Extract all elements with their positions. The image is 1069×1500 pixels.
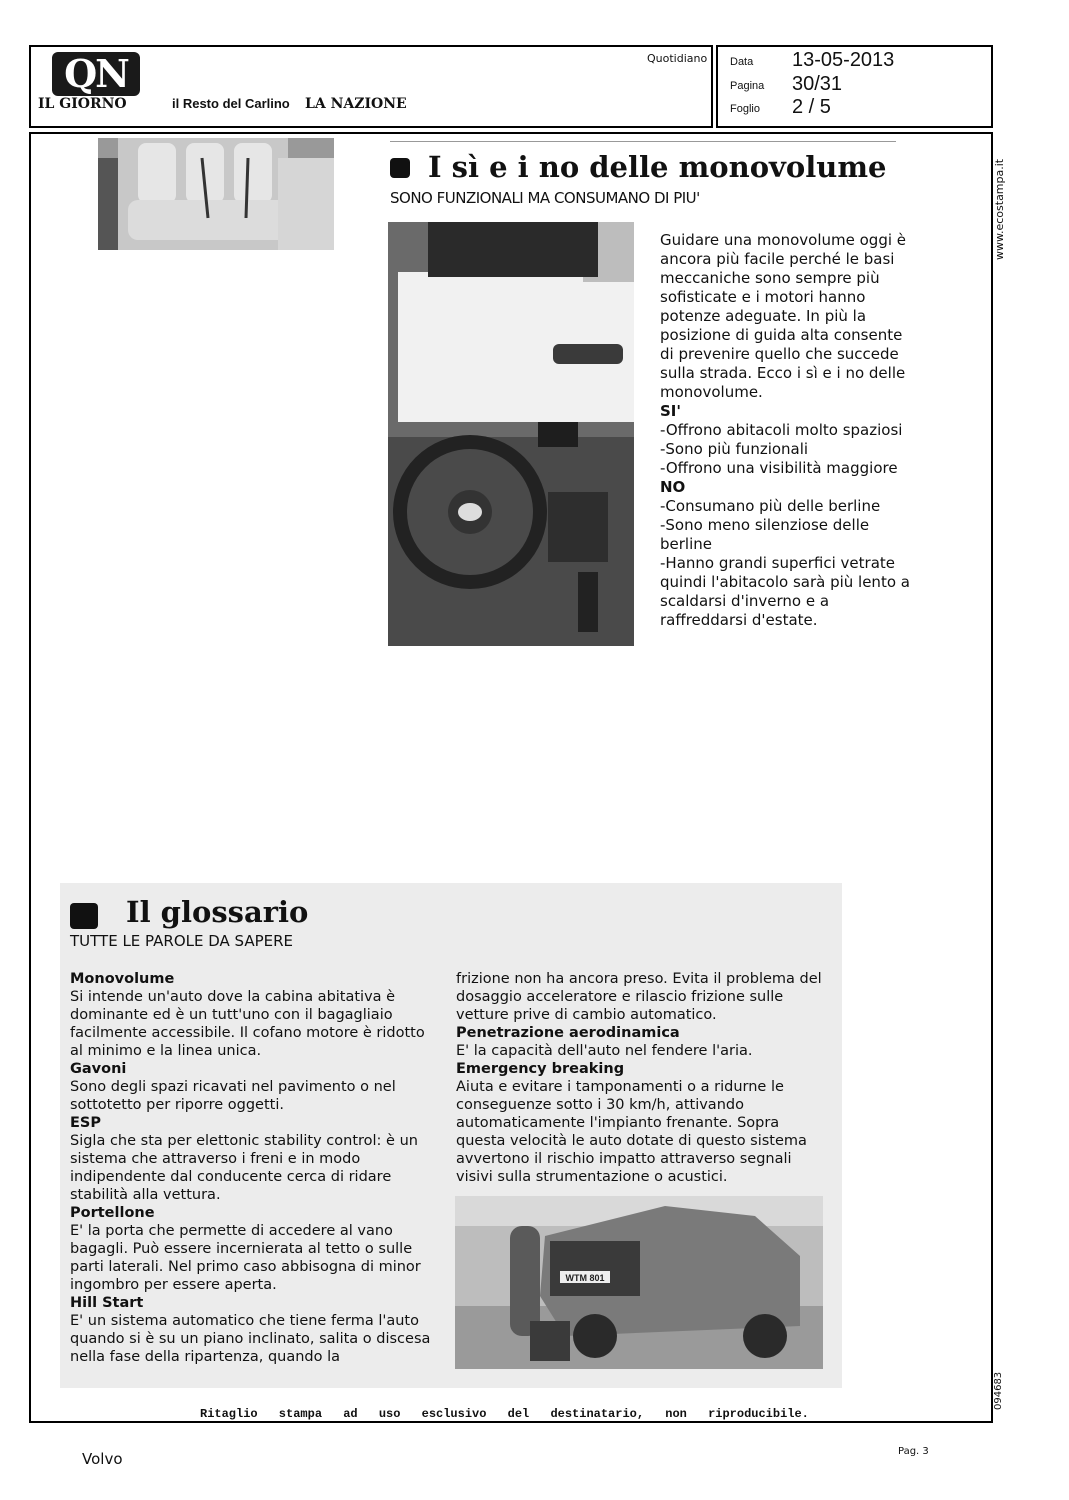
glossary-term: Penetrazione aerodinamica — [456, 1025, 680, 1041]
rear-seats-photo — [98, 138, 334, 250]
glossary-left-column — [70, 970, 440, 1366]
si-item: -Sono più funzionali — [660, 440, 809, 458]
article-title: I sì e i no delle monovolume — [428, 150, 887, 184]
si-item: -Offrono abitacoli molto spaziosi — [660, 421, 903, 439]
no-item: -Sono meno silenziose delle berline — [660, 516, 870, 553]
meta-value-pagina: 30/31 — [792, 73, 843, 95]
glossary-definition: Sigla che sta per elettonic stability control: è un sistema che attraverso i freni e in modo indipendente dal conducente cerca di ridare stabilità alla vettura. — [70, 1133, 418, 1203]
glossary-definition: E' la capacità dell'auto nel fendere l'aria. — [456, 1043, 753, 1059]
no-label: NO — [660, 478, 686, 496]
glossary-term: Hill Start — [70, 1295, 144, 1311]
meta-label-foglio: Foglio — [730, 103, 760, 115]
meta-label-data: Data — [730, 56, 754, 68]
glossary-term: Emergency breaking — [456, 1061, 625, 1077]
glossary-term: Portellone — [70, 1205, 155, 1221]
glossary-definition: E' un sistema automatico che tiene ferma l'auto quando si è su un piano inclinato, salita o discesa nella fase della ripartenza, quando la — [70, 1313, 431, 1365]
article-subtitle: SONO FUNZIONALI MA CONSUMANO DI PIU' — [390, 189, 700, 207]
client-name: Volvo — [82, 1450, 123, 1468]
qn-logo: QN — [52, 52, 140, 96]
no-item: -Consumano più delle berline — [660, 497, 881, 515]
glossary-definition: Si intende un'auto dove la cabina abitativa è dominante ed è un tutt'uno con il bagagliaio facilmente accessibile. Il cofano motore è ridotto al minimo e la linea unica. — [70, 989, 425, 1059]
reproduction-notice: Ritaglio stampa ad uso esclusivo del destinatario, non riproducibile. — [200, 1407, 809, 1421]
publication-type: Quotidiano — [647, 52, 708, 65]
no-item: -Hanno grandi superfici vetrate quindi l'abitacolo sarà più lento a scaldarsi d'inverno e a raffreddarsi d'estate. — [660, 554, 910, 629]
glossary-definition-continued: frizione non ha ancora preso. Evita il problema del dosaggio acceleratore e rilascio frizione sulle vetture prive di cambio automatico. — [456, 971, 822, 1023]
glossary-subtitle: TUTTE LE PAROLE DA SAPERE — [70, 932, 294, 950]
glossary-definition: Aiuta e evitare i tamponamenti o a ridurne le conseguenze sotto i 30 km/h, attivando automaticamente l'impianto frenante. Sopra questa velocità le auto dotate di questo sistema avvertono il rischio impatto attraverso segnali visivi sulla strumentazione o acustici. — [456, 1079, 807, 1185]
meta-value-data: 13-05-2013 — [792, 49, 895, 71]
article-top-rule — [390, 141, 896, 142]
page-number: Pag. 3 — [898, 1446, 929, 1457]
si-label: SI' — [660, 402, 681, 420]
side-code: 094683 — [993, 1371, 1004, 1410]
glossary-definition: Sono degli spazi ricavati nel pavimento o nel sottotetto per riporre oggetti. — [70, 1079, 396, 1113]
dashboard-photo — [388, 222, 634, 646]
article-intro: Guidare una monovolume oggi è ancora più facile perché le basi meccaniche sono sempre più sofisticate e i motori hanno potenze adeguate. In più la posizione di guida alta consente di prevenire quello che succede sulla strada. Ecco i sì e i no delle monovolume. — [660, 231, 907, 401]
glossary-term: Gavoni — [70, 1061, 127, 1077]
article-body — [660, 231, 910, 630]
title-bullet-icon — [390, 158, 410, 178]
glossary-title: Il glossario — [126, 895, 309, 929]
glossary-term: ESP — [70, 1115, 101, 1131]
license-plate: WTM 801 — [565, 1273, 605, 1283]
si-item: -Offrono una visibilità maggiore — [660, 459, 898, 477]
glossary-term: Monovolume — [70, 971, 175, 987]
meta-value-foglio: 2 / 5 — [792, 96, 831, 118]
paper-la-nazione: LA NAZIONE — [305, 96, 407, 112]
suv-trunk-photo — [455, 1196, 823, 1369]
meta-label-pagina: Pagina — [730, 80, 765, 92]
paper-resto-del-carlino: il Resto del Carlino — [172, 96, 290, 111]
side-url: www.ecostampa.it — [993, 158, 1006, 260]
glossary-definition: E' la porta che permette di accedere al vano bagagli. Può essere incernierata al tetto o sulle parti laterali. Nel primo caso abbisogna di minor ingombro per essere aperta. — [70, 1223, 421, 1293]
glossary-bullet-icon — [70, 903, 98, 929]
paper-il-giorno: IL GIORNO — [38, 96, 127, 112]
glossary-right-column — [456, 970, 826, 1186]
